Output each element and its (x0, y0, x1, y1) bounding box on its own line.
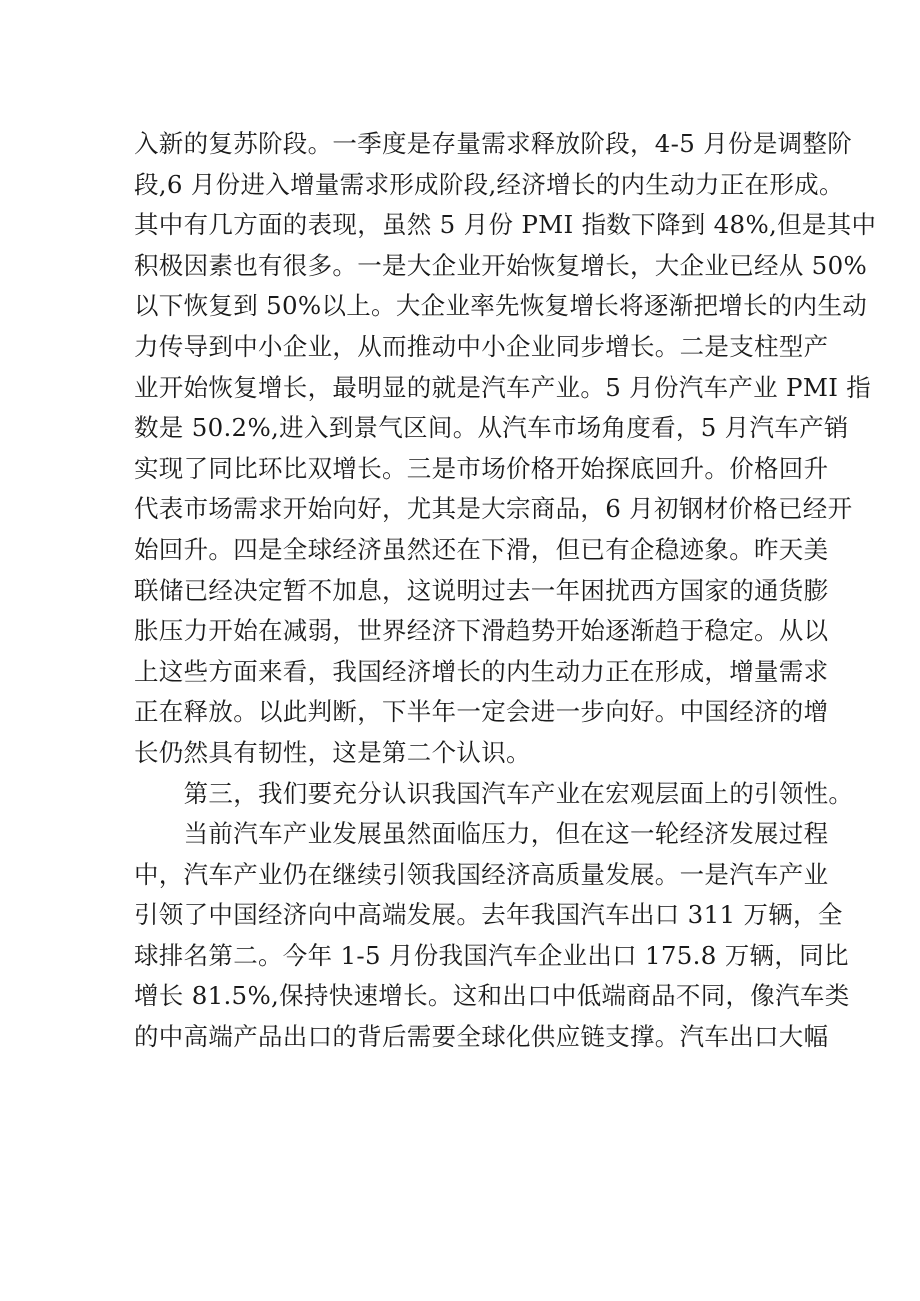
text-line: 其中有几方面的表现，虽然 5 月份 PMI 指数下降到 48%,但是其中 (134, 210, 877, 240)
text-line: 上这些方面来看，我国经济增长的内生动力正在形成，增量需求 (134, 656, 829, 686)
text-line: 力传导到中小企业，从而推动中小企业同步增长。二是支柱型产 (134, 331, 829, 361)
text-line: 入新的复苏阶段。一季度是存量需求释放阶段，4-5 月份是调整阶 (134, 129, 853, 158)
text-line: 以下恢复到 50%以上。大企业率先恢复增长将逐渐把增长的内生动 (134, 291, 868, 321)
text-line: 代表市场需求开始向好，尤其是大宗商品，6 月初钢材价格已经开 (134, 494, 853, 524)
paragraph-first-line: 当前汽车产业发展虽然面临压力，但在这一轮经济发展过程 (134, 819, 829, 849)
text-line: 中，汽车产业仍在继续引领我国经济高质量发展。一是汽车产业 (134, 859, 829, 889)
text-line: 增长 81.5%,保持快速增长。这和出口中低端商品不同，像汽车类 (134, 981, 850, 1011)
section-heading-line: 第三，我们要充分认识我国汽车产业在宏观层面上的引领性。 (134, 778, 854, 808)
text-line: 正在释放。以此判断，下半年一定会进一步向好。中国经济的增 (134, 697, 829, 727)
text-line: 长仍然具有韧性，这是第二个认识。 (134, 737, 531, 767)
text-line: 段,6 月份进入增量需求形成阶段,经济增长的内生动力正在形成。 (134, 169, 844, 199)
text-line: 实现了同比环比双增长。三是市场价格开始探底回升。价格回升 (134, 453, 829, 483)
text-line: 的中高端产品出口的背后需要全球化供应链支撑。汽车出口大幅 (134, 1022, 829, 1052)
text-line: 始回升。四是全球经济虽然还在下滑，但已有企稳迹象。昨天美 (134, 534, 829, 564)
text-line: 引领了中国经济向中高端发展。去年我国汽车出口 311 万辆，全 (134, 900, 843, 930)
body-text (134, 124, 877, 1058)
text-line: 数是 50.2%,进入到景气区间。从汽车市场角度看，5 月汽车产销 (134, 413, 849, 443)
text-line: 积极因素也有很多。一是大企业开始恢复增长，大企业已经从 50% (134, 250, 868, 280)
text-line: 球排名第二。今年 1-5 月份我国汽车企业出口 175.8 万辆，同比 (134, 940, 849, 970)
text-line: 胀压力开始在减弱，世界经济下滑趋势开始逐渐趋于稳定。从以 (134, 616, 829, 646)
text-line: 联储已经决定暂不加息，这说明过去一年困扰西方国家的通货膨 (134, 575, 829, 605)
text-line: 业开始恢复增长，最明显的就是汽车产业。5 月份汽车产业 PMI 指 (134, 372, 872, 402)
